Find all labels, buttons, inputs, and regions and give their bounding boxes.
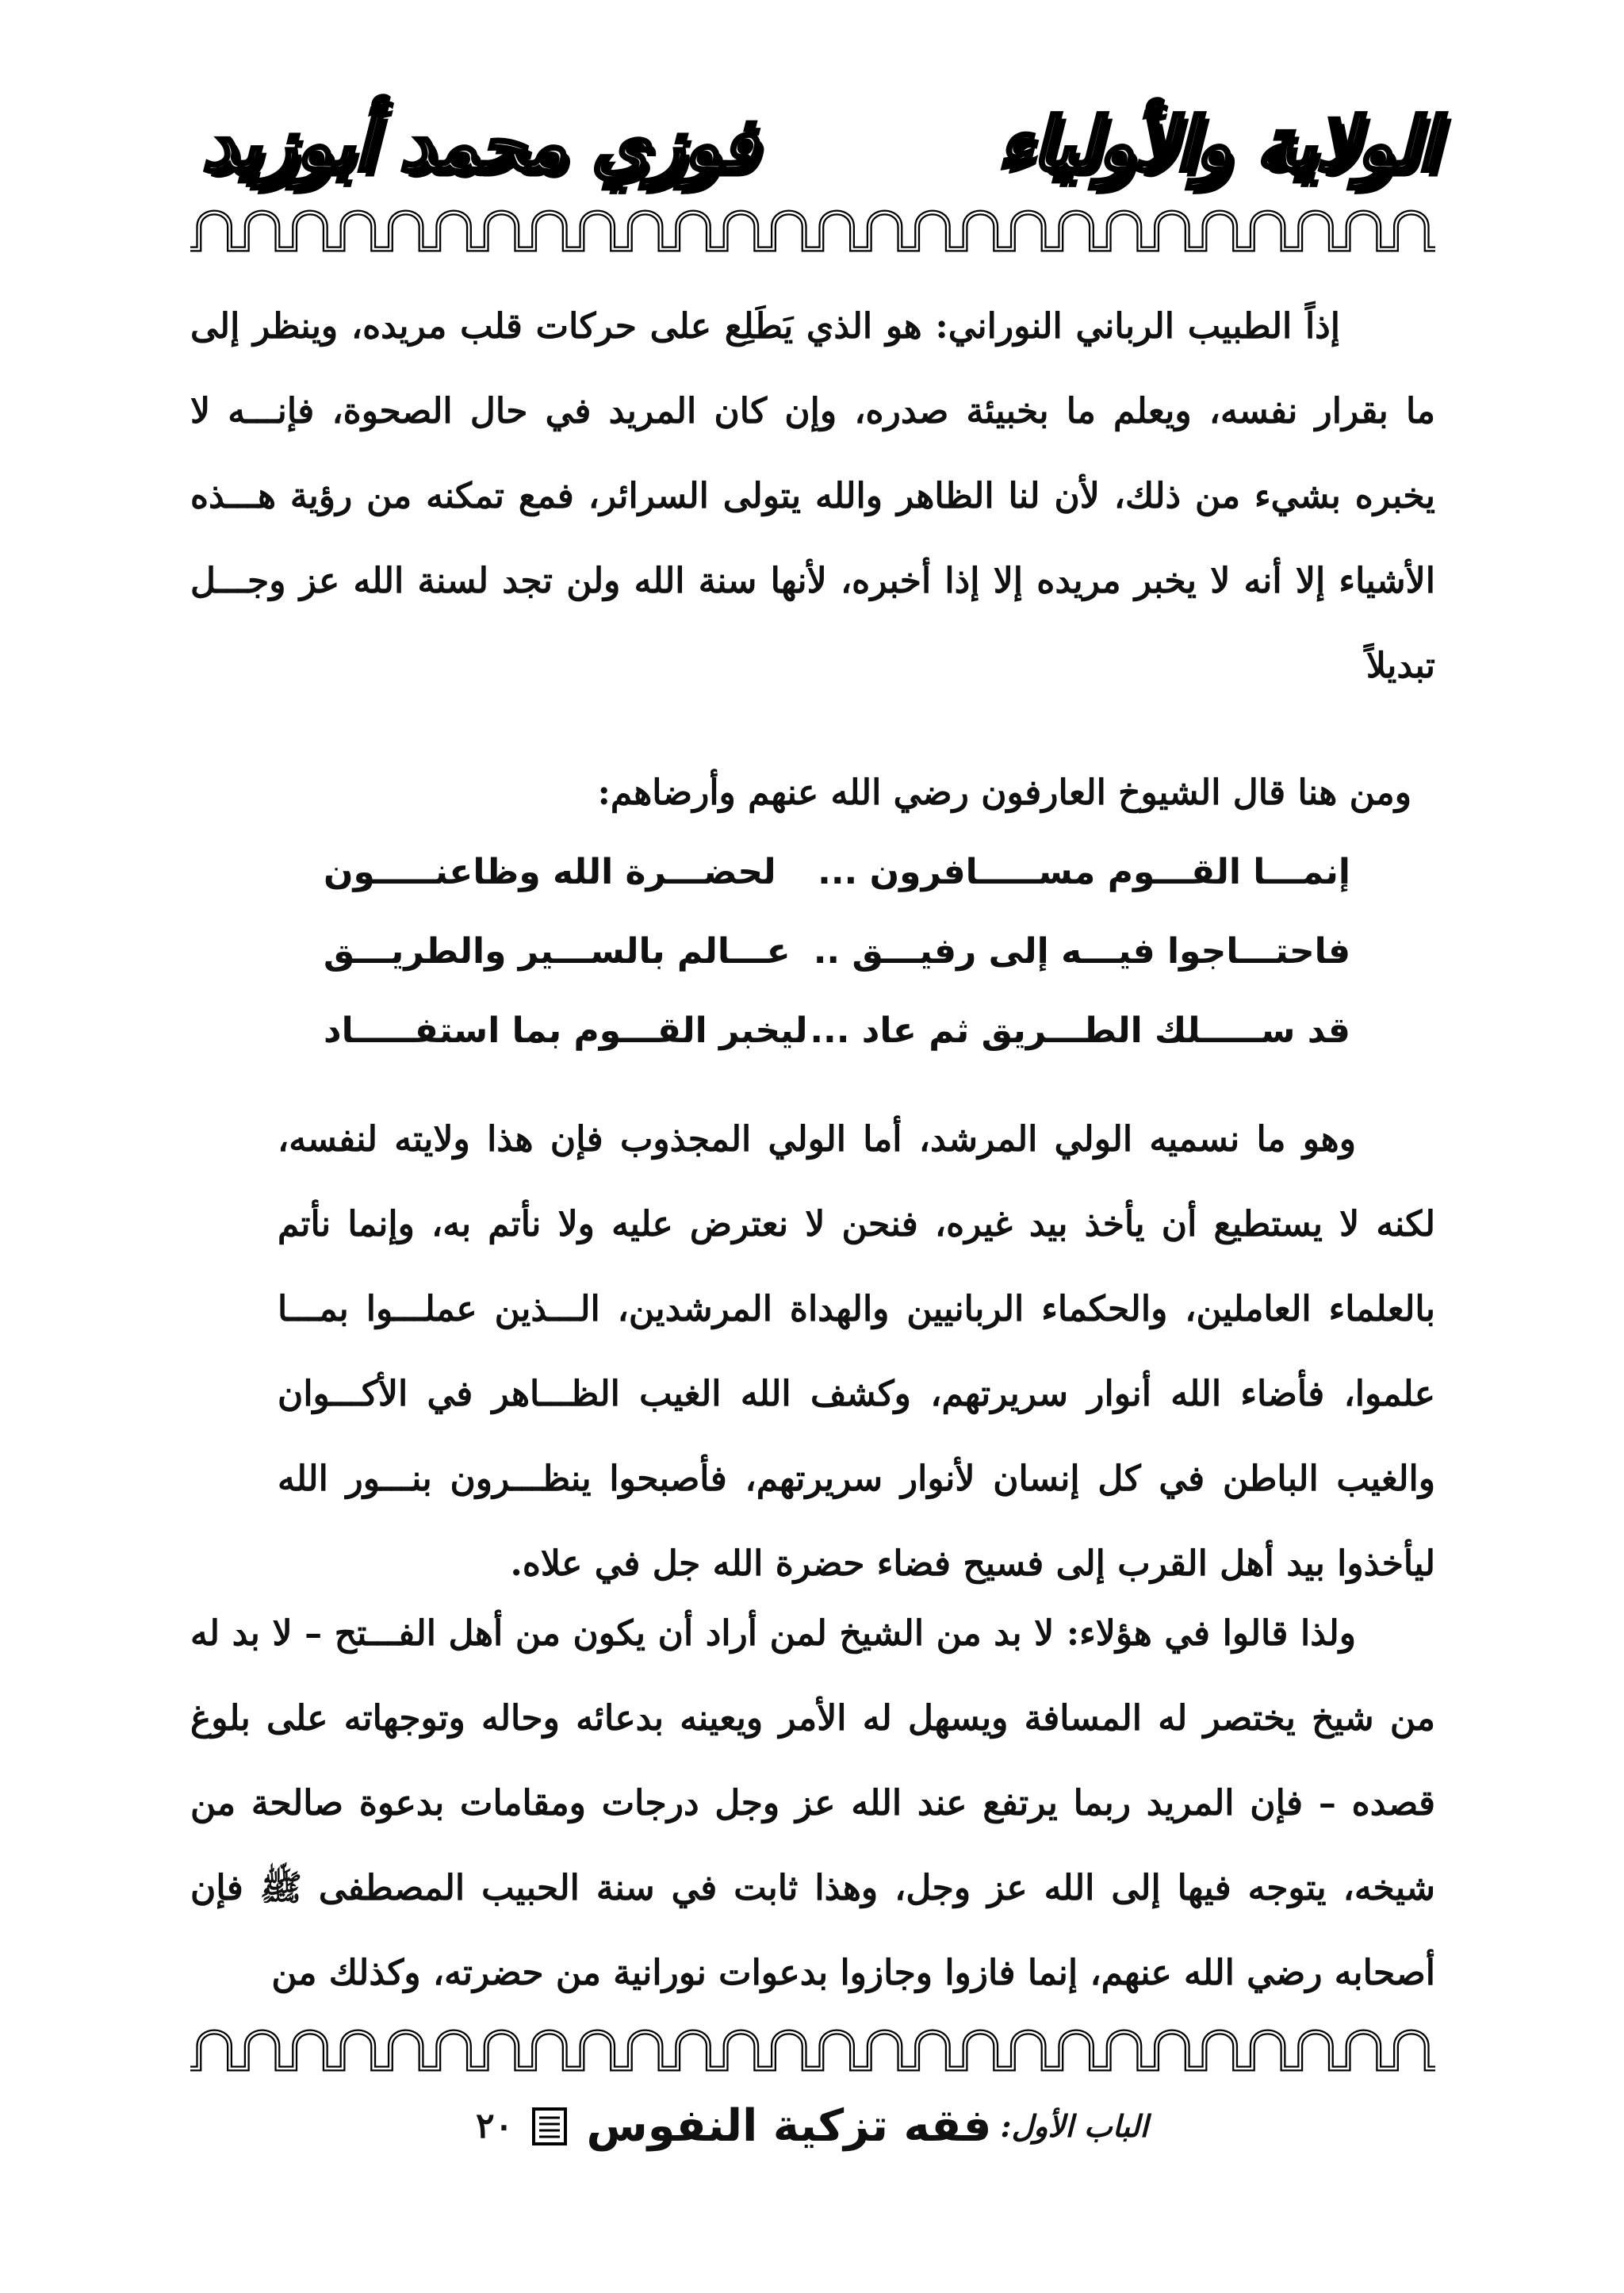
paragraph: وهو ما نسميه الولي المرشد، أما الولي المجذوب فإن هذا ولايته لنفسه، لكنه لا يستطيع أن يأخذ بيد غيره، فنحن لا نعترض عليه ولا نأتم به، وإنما نأتم بالعلماء العاملين، والحكماء الربانيين والهداة المرشدين، الـــذين عملـــوا بمـــا علموا، فأضاء الله أنوار سريرتهم، وكشف الله الغيب الظـــاهر في الأكـــوان والغيب الباطن في كل إنسان لأنوار سريرتهم، فأصبحوا ينظـــرون بنـــور الله ليأخذوا بيد أهل القرب إلى فسيح فضاء حضرة الله جل في علاه. xyxy=(278,1119,1435,1584)
paragraph: ولذا قالوا في هؤلاء: لا بد من الشيخ لمن أراد أن يكون من أهل الفـــتح – لا بد له من شيخ يختصر له المسافة ويسهل له الأمر ويعينه بدعائه وحاله وتوجهاته على بلوغ قصده – فإن المريد ربما يرتفع عند الله عز وجل درجات ومقامات بدعوة صالحة من شيخه، يتوجه فيها إلى الله عز وجل، وهذا ثابت في سنة الحبيب المصطفى ﷺ فإن أصحابه رضي الله عنهم، إنما فازوا وجازوا بدعوات نورانية من حضرته، وكذلك من xyxy=(190,1613,1435,1993)
arch-inner-line xyxy=(190,213,1435,249)
chapter-title: فقه تزكية النفوس xyxy=(586,2099,992,2152)
poem-verse xyxy=(324,833,1350,912)
paragraph: ومن هنا قال الشيوخ العارفون رضي الله عنهم وأرضاهم: xyxy=(597,773,1411,813)
verse-second-hemistich: لحضـــرة الله وظاعنـــــون xyxy=(324,852,776,892)
book-title: الولاية والأولياء xyxy=(998,102,1438,187)
poem-verse xyxy=(324,991,1350,1071)
verse-second-hemistich: ليخبر القـــوم بما استفـــــاد xyxy=(324,1010,808,1051)
arch-outline xyxy=(190,2032,1435,2069)
arch-border-top xyxy=(190,205,1435,252)
page-number: ٢٠ xyxy=(476,2105,514,2146)
page-lines-icon xyxy=(531,2107,568,2146)
verse-first-hemistich: قد ســـــلك الطـــريق ثم عاد ... xyxy=(810,1010,1350,1051)
page-footer xyxy=(0,2094,1624,2157)
arch-inner-line xyxy=(190,2032,1435,2069)
arch-border-bottom xyxy=(190,2024,1435,2072)
arch-outline xyxy=(190,213,1435,249)
verse-first-hemistich: فاحتـــاجوا فيـــه إلى رفيـــق .. xyxy=(813,931,1350,972)
verse-second-hemistich: عـــالم بالســـير والطريـــق xyxy=(324,931,791,972)
author-name: فوزي محمد أبوزيد xyxy=(202,102,757,187)
poem-verse xyxy=(324,912,1350,991)
paragraph: إذاً الطبيب الرباني النوراني: هو الذي يَطَلِع على حركات قلب مريده، وينظر إلى ما بقرار نفسه، ويعلم ما بخبيئة صدره، وإن كان المريد في حال الصحوة، فإنـــه لا يخبره بشيء من ذلك، لأن لنا الظاهر والله يتولى السرائر، فمع تمكنه من رؤية هـــذه الأشياء إلا أنه لا يخبر مريده إلا إذا أخبره، لأنها سنة الله ولن تجد لسنة الله عز وجـــل تبديلاً xyxy=(190,306,1435,686)
verse-first-hemistich: إنمـــا القـــوم مســـــافرون ... xyxy=(818,852,1350,892)
chapter-label: الباب الأول: xyxy=(1000,2107,1148,2144)
